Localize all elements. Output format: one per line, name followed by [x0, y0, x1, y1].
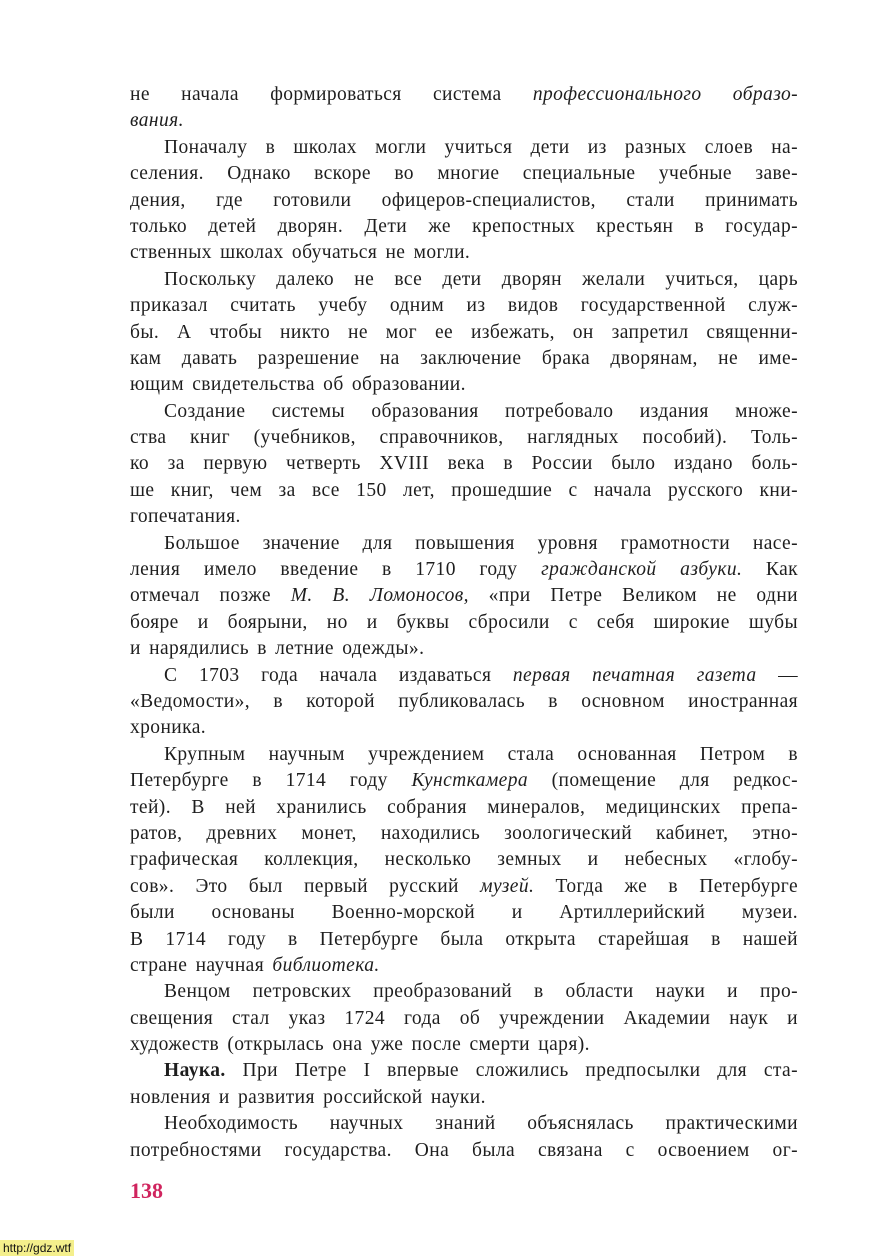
- text-line: [130, 768, 798, 794]
- paragraph: [130, 399, 798, 531]
- italic-term: М. В. Ломоносов,: [290, 585, 469, 607]
- text-span: —: [756, 664, 798, 686]
- text-span: «Ведомости», в которой публиковалась в основном иностранная: [130, 690, 798, 712]
- text-line: [130, 715, 798, 741]
- text-line: [130, 240, 798, 266]
- text-line: [130, 531, 798, 557]
- text-span: не начала формироваться система: [130, 84, 533, 105]
- text-line: [130, 847, 798, 873]
- text-line: [130, 636, 798, 662]
- paragraph: [130, 135, 798, 267]
- text-span: (помещение для редкос-: [528, 770, 798, 792]
- text-span: новления и развития российской науки.: [130, 1086, 486, 1108]
- text-span: ственных школах обучаться не могли.: [130, 242, 471, 264]
- italic-term: библиотека.: [272, 954, 380, 976]
- text-line: [130, 372, 798, 398]
- text-span: ко за первую четверть XVIII века в России было издано боль-: [130, 453, 798, 475]
- text-line: [130, 320, 798, 346]
- text-line: [130, 425, 798, 451]
- italic-term: профессионального образо-: [532, 84, 798, 105]
- italic-term: первая печатная газета: [512, 664, 757, 686]
- text-line: [130, 214, 798, 240]
- text-span: дения, где готовили офицеров-специалистов, стали принимать: [130, 189, 798, 211]
- paragraph: [130, 82, 798, 135]
- text-span: Венцом петровских преобразований в области науки и про-: [164, 981, 798, 1003]
- text-line: [130, 1006, 798, 1032]
- text-span: «при Петре Великом не одни: [468, 585, 798, 607]
- text-span: ления имело введение в 1710 году: [130, 559, 542, 581]
- text-line: [130, 82, 798, 108]
- text-line: [130, 900, 798, 926]
- body-text: [130, 82, 798, 1164]
- text-span: кам давать разрешение на заключение брака дворянам, не име-: [130, 347, 798, 369]
- paragraph: [130, 663, 798, 742]
- text-line: [130, 267, 798, 293]
- text-line: [130, 979, 798, 1005]
- text-span: тей). В ней хранились собрания минералов, медицинских препа-: [130, 796, 798, 818]
- text-span: приказал считать учебу одним из видов государственной служ-: [130, 295, 798, 317]
- text-line: [130, 583, 798, 609]
- text-line: [130, 610, 798, 636]
- text-line: [130, 1058, 798, 1084]
- text-line: [130, 1085, 798, 1111]
- text-span: стране научная: [130, 954, 273, 976]
- paragraph: [130, 267, 798, 399]
- text-line: [130, 953, 798, 979]
- italic-term: музей.: [480, 875, 535, 897]
- text-span: и нарядились в летние одежды».: [130, 638, 425, 660]
- text-line: [130, 161, 798, 187]
- text-span: ше книг, чем за все 150 лет, прошедшие с начала русского кни-: [130, 479, 798, 501]
- text-span: только детей дворян. Дети же крепостных крестьян в государ-: [130, 215, 798, 237]
- text-line: [130, 1032, 798, 1058]
- text-line: [130, 478, 798, 504]
- text-span: бояре и боярыни, но и буквы сбросили с себя широкие шубы: [130, 611, 798, 633]
- text-line: [130, 108, 798, 134]
- text-span: гопечатания.: [130, 506, 241, 528]
- text-span: художеств (открылась она уже после смерти царя).: [130, 1034, 590, 1056]
- text-line: [130, 795, 798, 821]
- text-line: [130, 1138, 798, 1164]
- paragraph: [130, 979, 798, 1058]
- text-span: Создание системы образования потребовало издания множе-: [164, 400, 798, 422]
- text-span: Петербурге в 1714 году: [130, 770, 412, 792]
- text-span: Поначалу в школах могли учиться дети из разных слоев на-: [164, 136, 798, 158]
- text-line: [130, 346, 798, 372]
- text-line: [130, 874, 798, 900]
- watermark-link[interactable]: http://gdz.wtf: [0, 1240, 74, 1256]
- text-span: сов». Это был первый русский: [130, 875, 481, 897]
- text-span: потребностями государства. Она была связана с освоением ог-: [130, 1139, 798, 1161]
- text-line: [130, 451, 798, 477]
- text-line: [130, 742, 798, 768]
- italic-term: Кунсткамера: [411, 770, 529, 792]
- page-number: 138: [130, 1178, 163, 1203]
- text-span: бы. А чтобы никто не мог ее избежать, он запретил священни-: [130, 321, 798, 343]
- text-span: хроника.: [130, 717, 207, 739]
- text-line: [130, 927, 798, 953]
- text-line: [130, 293, 798, 319]
- text-span: С 1703 года начала издаваться: [164, 664, 513, 686]
- text-span: ратов, древних монет, находились зоологический кабинет, этно-: [130, 822, 798, 844]
- text-span: Необходимость научных знаний объяснялась практическими: [164, 1113, 798, 1135]
- text-span: Поскольку далеко не все дети дворян желали учиться, царь: [164, 268, 798, 290]
- text-line: [130, 689, 798, 715]
- text-span: графическая коллекция, несколько земных и небесных «глобу-: [130, 849, 798, 871]
- text-line: [130, 188, 798, 214]
- paragraph: [130, 531, 798, 663]
- text-span: Как: [742, 559, 799, 581]
- text-line: [130, 135, 798, 161]
- bold-heading: Наука.: [164, 1060, 226, 1082]
- text-line: [130, 399, 798, 425]
- paragraph: [130, 1111, 798, 1164]
- text-span: При Петре I впервые сложились предпосылки для ста-: [225, 1060, 798, 1082]
- text-span: селения. Однако вскоре во многие специальные учебные заве-: [130, 163, 798, 185]
- paragraph: [130, 742, 798, 980]
- text-span: отмечал позже: [130, 585, 291, 607]
- text-span: Крупным научным учреждением стала основанная Петром в: [164, 743, 798, 765]
- text-span: Большое значение для повышения уровня грамотности насе-: [164, 532, 798, 554]
- text-line: [130, 821, 798, 847]
- text-span: ющим свидетельства об образовании.: [130, 374, 466, 396]
- text-line: [130, 1111, 798, 1137]
- italic-term: гражданской азбуки.: [541, 559, 743, 581]
- text-line: [130, 504, 798, 530]
- text-span: В 1714 году в Петербурге была открыта старейшая в нашей: [130, 928, 798, 950]
- paragraph: [130, 1058, 798, 1111]
- text-span: свещения стал указ 1724 года об учреждении Академии наук и: [130, 1007, 798, 1029]
- text-span: ства книг (учебников, справочников, наглядных пособий). Толь-: [130, 427, 798, 449]
- text-line: [130, 557, 798, 583]
- text-span: были основаны Военно-морской и Артиллерийский музеи.: [130, 902, 798, 924]
- italic-term: вания.: [130, 110, 184, 132]
- text-span: Тогда же в Петербурге: [534, 875, 799, 897]
- text-line: [130, 663, 798, 689]
